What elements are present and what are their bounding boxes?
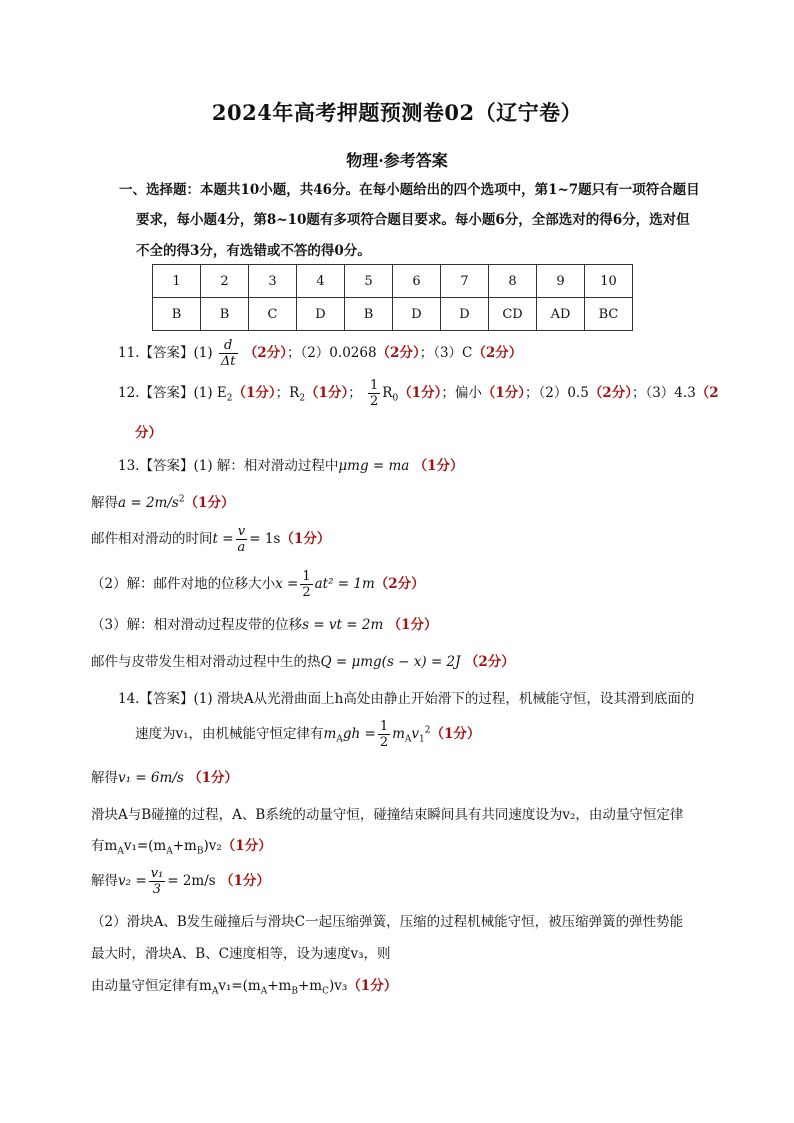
points: （1分） xyxy=(280,531,331,547)
subscript: 2 xyxy=(299,393,306,404)
subscript: A xyxy=(336,734,343,745)
answer-table-number-row xyxy=(153,265,633,298)
table-cell: 5 xyxy=(345,265,393,298)
frac-numerator: d xyxy=(219,338,238,354)
table-cell: 10 xyxy=(585,265,633,298)
q11-prefix: 11.【答案】(1) xyxy=(118,345,213,361)
frac-denominator: 2 xyxy=(302,585,311,600)
points: （2 xyxy=(695,385,719,401)
text: （3）解：相对滑动过程皮带的位移 xyxy=(91,617,303,633)
subscript: 1 xyxy=(419,734,425,745)
text: 有m xyxy=(91,838,118,854)
equation: v₂ = xyxy=(118,873,147,889)
q12-points-continued: 分） xyxy=(135,425,162,441)
q12-part: ；（3）4.3 xyxy=(631,385,696,401)
q13-line1 xyxy=(118,454,464,474)
superscript: 2 xyxy=(424,725,431,736)
q11-answer xyxy=(118,338,522,369)
frac-denominator: 3 xyxy=(152,882,162,897)
text: 解得 xyxy=(91,873,118,889)
table-cell: 2 xyxy=(201,265,249,298)
table-cell: AD xyxy=(537,298,585,331)
equation: Q = μmg(s − x) = 2J xyxy=(320,654,461,670)
text: （2）解：邮件对地的位移大小 xyxy=(91,576,276,592)
text: v₁=(m xyxy=(218,978,261,994)
q13-line5 xyxy=(91,613,437,633)
text: +m xyxy=(297,978,323,994)
answer-table xyxy=(152,264,633,331)
subscript: C xyxy=(322,986,329,997)
q12-part: ；（2）0.5 xyxy=(525,385,589,401)
q13-line6 xyxy=(91,650,515,670)
q14-fraction xyxy=(378,719,390,750)
table-cell: 1 xyxy=(153,265,201,298)
text: 解得 xyxy=(91,770,118,786)
subscript: 0 xyxy=(392,393,399,404)
table-cell: D xyxy=(393,298,441,331)
table-cell: B xyxy=(345,298,393,331)
equation: gh = xyxy=(342,726,376,742)
equation: m xyxy=(392,726,405,742)
points: （1分） xyxy=(413,458,464,474)
frac-denominator: 2 xyxy=(379,735,389,750)
text: 13.【答案】(1) 解：相对滑动过程中 xyxy=(118,458,339,474)
points: （2分） xyxy=(243,345,287,361)
q14-line2 xyxy=(135,719,480,750)
text: )v₃ xyxy=(329,978,348,994)
table-cell: B xyxy=(153,298,201,331)
q12-answer xyxy=(118,378,719,409)
frac-numerator: 1 xyxy=(370,378,379,393)
text: 速度为v₁，由机械能守恒定律有 xyxy=(135,726,324,742)
points: （1分） xyxy=(184,495,235,511)
q14-line7: （2）滑块A、B发生碰撞后与滑块C一起压缩弹簧，压缩的过程机械能守恒，被压缩弹簧的弹性势能 xyxy=(91,914,684,930)
text: +m xyxy=(267,978,292,994)
points: （1分） xyxy=(305,385,349,401)
text: )v₂ xyxy=(203,838,222,854)
table-cell: 6 xyxy=(393,265,441,298)
section-heading-line3: 不全的得3分，有选错或不答的得0分。 xyxy=(136,243,371,259)
points: （1分） xyxy=(232,385,276,401)
equation: x = xyxy=(275,576,299,592)
points: （2分） xyxy=(472,345,523,361)
frac-denominator: a xyxy=(237,540,246,555)
answer-table-answer-row xyxy=(153,298,633,331)
q12-r0: R xyxy=(382,385,393,401)
text: +m xyxy=(172,838,197,854)
frac-numerator: v xyxy=(236,524,248,540)
q13-fraction xyxy=(300,569,312,600)
table-cell: B xyxy=(201,298,249,331)
frac-denominator: Δt xyxy=(220,354,236,369)
table-cell: D xyxy=(441,298,489,331)
table-cell: CD xyxy=(489,298,537,331)
q13-fraction xyxy=(236,524,248,555)
table-cell: C xyxy=(249,298,297,331)
q14-line8: 最大时，滑块A、B、C速度相等，设为速度v₃，则 xyxy=(91,946,391,962)
subscript: 2 xyxy=(226,393,233,404)
points: （1分） xyxy=(481,385,525,401)
equation: v₁ = 6m/s xyxy=(118,770,184,786)
table-cell: BC xyxy=(585,298,633,331)
page-title: 2024年高考押题预测卷02（辽宁卷） xyxy=(211,100,583,125)
subscript: A xyxy=(260,986,268,997)
points: （1分） xyxy=(188,770,239,786)
frac-denominator: 2 xyxy=(370,394,379,409)
q13-line4 xyxy=(91,569,425,600)
q12-fraction xyxy=(368,378,380,409)
points: （1分） xyxy=(347,978,398,994)
q11-part3: ；（3）C xyxy=(419,345,473,361)
points: （1分） xyxy=(398,385,442,401)
subscript: B xyxy=(291,986,298,997)
points: （2分） xyxy=(374,576,425,592)
frac-numerator: 1 xyxy=(302,569,311,584)
superscript: 2 xyxy=(178,494,185,505)
q12-prefix: 12.【答案】(1) E xyxy=(118,385,227,401)
q12-r2: ；R xyxy=(275,385,300,401)
table-cell: 7 xyxy=(441,265,489,298)
q14-line6 xyxy=(91,866,270,897)
subscript: B xyxy=(196,846,204,857)
points: （1分） xyxy=(221,838,272,854)
equation: = 2m/s xyxy=(167,873,216,889)
table-cell: 4 xyxy=(297,265,345,298)
points: （2分） xyxy=(376,345,420,361)
text: v₁=(m xyxy=(123,838,167,854)
subscript: A xyxy=(211,986,219,997)
q11-fraction xyxy=(219,338,238,369)
section-heading-line2: 要求，每小题4分，第8~10题有多项符合题目要求。每小题6分，全部选对的得6分，选对但 xyxy=(136,212,690,228)
q11-part2: ；（2）0.0268 xyxy=(286,345,377,361)
text: 邮件相对滑动的时间 xyxy=(91,531,213,547)
q14-line3 xyxy=(91,766,238,786)
frac-numerator: v₁ xyxy=(150,866,164,881)
equation: t = xyxy=(212,531,234,547)
q14-line5 xyxy=(91,834,272,857)
q14-line1: 14.【答案】(1) 滑块A从光滑曲面上h高处由静止开始滑下的过程，机械能守恒，设其滑到底面的 xyxy=(118,691,695,707)
equation: m xyxy=(323,726,337,742)
equation: v xyxy=(411,726,420,742)
text: 邮件与皮带发生相对滑动过程中生的热 xyxy=(91,654,321,670)
q14-line4: 滑块A与B碰撞的过程，A、B系统的动量守恒，碰撞结束瞬间具有共同速度设为v₂，由动量守恒定律 xyxy=(91,807,684,823)
points: （1分） xyxy=(430,726,481,742)
q12-part: ；偏小 xyxy=(441,385,482,401)
table-cell: 9 xyxy=(537,265,585,298)
subscript: A xyxy=(166,846,173,857)
frac-numerator: 1 xyxy=(379,719,389,734)
equation: a = 2m/s xyxy=(118,495,179,511)
equation: s = vt = 2m xyxy=(302,617,384,633)
table-cell: 3 xyxy=(249,265,297,298)
q14-line9 xyxy=(91,974,397,997)
subscript: A xyxy=(117,846,124,857)
equation: = 1s xyxy=(249,531,281,547)
table-cell: 8 xyxy=(489,265,537,298)
text: 解得 xyxy=(91,495,118,511)
q13-line2 xyxy=(91,491,234,511)
text: 由动量守恒定律有m xyxy=(91,978,212,994)
points: （1分） xyxy=(387,617,438,633)
equation: μmg = ma xyxy=(338,458,410,474)
subscript: A xyxy=(404,734,412,745)
points: （2分） xyxy=(464,654,515,670)
q13-line3 xyxy=(91,524,330,555)
q14-fraction xyxy=(149,866,166,897)
table-cell: D xyxy=(297,298,345,331)
points: （1分） xyxy=(220,873,270,889)
points: （2分） xyxy=(588,385,632,401)
equation: at² = 1m xyxy=(314,576,375,592)
separator: ； xyxy=(348,385,362,401)
section-heading-line1: 一、选择题：本题共10小题，共46分。在每小题给出的四个选项中，第1~7题只有一项符合题目 xyxy=(119,182,700,198)
page-subtitle: 物理·参考答案 xyxy=(346,151,448,170)
